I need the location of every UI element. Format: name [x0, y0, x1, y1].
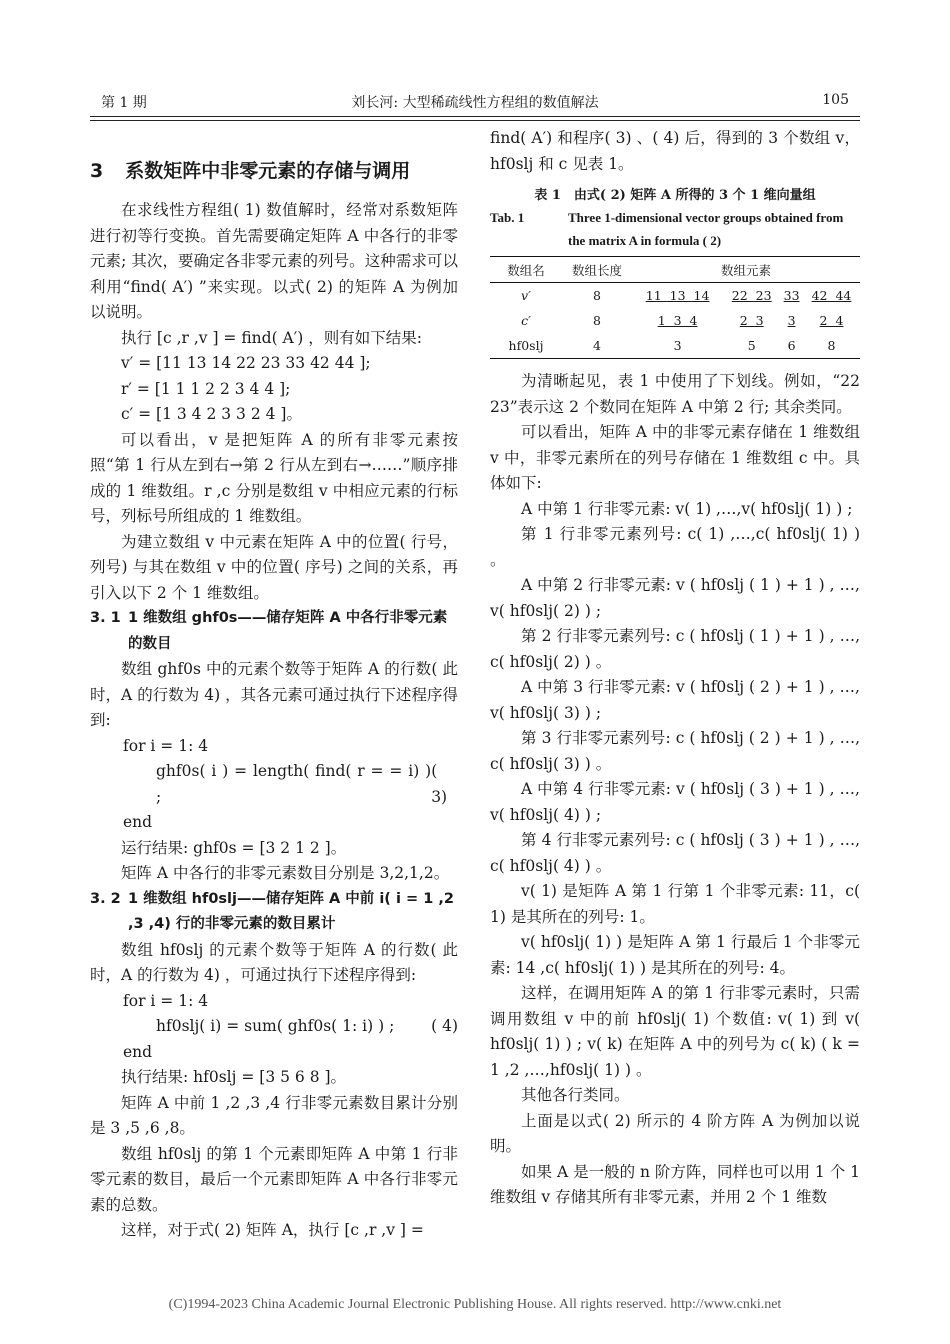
subsection-title: 1 维数组 ghf0s——储存矩阵 A 中各行非零元素的数目: [128, 610, 448, 652]
code-text: ghf0s( i ) = length( find( r = = i) ) ;: [156, 762, 432, 806]
table-row: [490, 283, 860, 309]
paragraph: 可以看出，矩阵 A 中的非零元素存储在 1 维数组 v 中，非零元素所在的列号存储在 1 维数组 c 中。具体如下:: [490, 423, 860, 492]
code-line: [90, 1014, 458, 1040]
table-header-row: [490, 257, 860, 283]
data-table: [490, 256, 860, 359]
table-title-en: Three 1-dimensional vector groups obtained from the matrix A in formula ( 2): [568, 210, 844, 248]
table-cell: 6: [787, 338, 796, 353]
paragraph: 执行 [c ,r ,v ] = find( A′) ，则有如下结果:: [121, 328, 422, 347]
list-line: 第 1 行非零元素列号: c( 1) ,…,c( hf0slj( 1) ) 。: [490, 525, 860, 569]
table-cell: hf0slj: [508, 338, 544, 353]
paragraph: 如果 A 是一般的 n 阶方阵，同样也可以用 1 个 1 维数组 v 存储其所有非零元素，并用 2 个 1 维数: [490, 1162, 860, 1206]
equation-number: ( 3): [431, 762, 448, 806]
paragraph: find( A′) 和程序( 3) 、( 4) 后，得到的 3 个数组 v，hf0slj 和 c 见表 1。: [490, 129, 860, 173]
table-cell: 8: [827, 338, 836, 353]
section-title: 系数矩阵中非零元素的存储与调用: [125, 160, 411, 182]
paragraph: v( 1) 是矩阵 A 第 1 行第 1 个非零元素: 11，c( 1) 是其所在的列号: 1。: [490, 882, 860, 926]
section-heading: [90, 158, 458, 184]
table-cell: 42 44: [811, 288, 852, 303]
paragraph: 可以看出，v 是把矩阵 A 的所有非零元素按照“第 1 行从左到右→第 2 行从左到右→……”顺序排成的 1 维数组。r ,c 分别是数组 v 中相应元素的行标号，列标号所组成的 1 维数组。: [90, 430, 458, 525]
table-cell: 2 4: [819, 313, 844, 328]
subsection-heading: [90, 606, 458, 657]
table-cell: 5: [747, 338, 756, 353]
table-cell: 2 3: [739, 313, 764, 328]
list-line: A 中第 2 行非零元素: v ( hf0slj ( 1 ) + 1 ) , …, v( hf0slj( 2) ) ;: [490, 576, 860, 620]
subsection-heading: [90, 887, 458, 938]
left-column: [90, 126, 458, 1244]
list-line: A 中第 3 行非零元素: v ( hf0slj ( 2 ) + 1 ) , …, v( hf0slj( 3) ) ;: [490, 678, 860, 722]
paragraph: 为清晰起见，表 1 中使用了下划线。例如，“22 23”表示这 2 个数同在矩阵 A 中第 2 行; 其余类同。: [490, 372, 860, 416]
right-column: [490, 126, 860, 1211]
header-rule-bottom: [90, 120, 860, 121]
paragraph: v( hf0slj( 1) ) 是矩阵 A 第 1 行最后 1 个非零元素: 14 ,c( hf0slj( 1) ) 是其所在的列号: 4。: [490, 933, 860, 977]
table-header-cell: 数组元素: [720, 262, 771, 278]
paragraph: 数组 hf0slj 的元素个数等于矩阵 A 的行数( 此时，A 的行数为 4) ，可通过执行下述程序得到:: [90, 940, 458, 984]
result-r-line: r′ = [1 1 1 2 2 3 4 4 ];: [121, 379, 291, 398]
code-line: [90, 759, 458, 810]
table-cell: 8: [593, 313, 601, 328]
running-head-issue: 第 1 期: [101, 95, 147, 111]
table-cell: 22 23: [731, 288, 772, 303]
paragraph: 在求线性方程组( 1) 数值解时，经常对系数矩阵进行初等行变换。首先需要确定矩阵 A 中各行的非零元素; 其次，要确定各非零元素的列号。这种需求可以利用“find( A′) ”来实现。以式( 2) 的矩阵 A 为例加以说明。: [90, 201, 458, 321]
paragraph: 运行结果: ghf0s = [3 2 1 2 ]。: [121, 838, 347, 857]
result-c-line: c′ = [1 3 4 2 3 3 2 4 ]。: [121, 405, 302, 423]
table-caption-en: [490, 206, 860, 252]
code-line: end: [123, 813, 153, 831]
section-number: 3: [90, 160, 104, 182]
paragraph: 其他各行类同。: [521, 1086, 630, 1104]
subsection-number: 3. 2: [90, 890, 121, 907]
subsection-number: 3. 1: [90, 610, 121, 626]
header-rule-top: [90, 116, 860, 117]
table-cell: 11 13 14: [645, 288, 710, 303]
paragraph: 这样，在调用矩阵 A 的第 1 行非零元素时，只需调用数组 v 中的前 hf0slj( 1) 个数值: v( 1) 到 v( hf0slj( 1) ) ; v( k) 在矩阵 A 中的列号为 c( k) ( k = 1 ,2 ,…,hf0slj( 1) ) 。: [490, 984, 860, 1079]
list-line: 第 2 行非零元素列号: c ( hf0slj ( 1 ) + 1 ) , …, c( hf0slj( 2) ) 。: [490, 627, 860, 671]
paragraph: 矩阵 A 中各行的非零元素数目分别是 3,2,1,2。: [121, 864, 450, 882]
table-row: [490, 333, 860, 359]
paragraph: 为建立数组 v 中元素在矩阵 A 中的位置( 行号，列号) 与其在数组 v 中的位置( 序号) 之间的关系，再引入以下 2 个 1 维数组。: [90, 532, 458, 602]
copyright-footer: (C)1994-2023 China Academic Journal Electronic Publishing House. All rights reserved. http://www.cnki.net: [168, 1297, 782, 1312]
page-number: 105: [822, 92, 849, 108]
paragraph: 数组 hf0slj 的第 1 个元素即矩阵 A 中第 1 行非零元素的数目，最后一个元素即矩阵 A 中各行非零元素的总数。: [90, 1144, 458, 1214]
running-head-title: 刘长河: 大型稀疏线性方程组的数值解法: [351, 95, 599, 111]
table-cell: 8: [593, 288, 601, 303]
table-row: [490, 308, 860, 333]
code-line: for i = 1: 4: [123, 736, 209, 755]
code-line: for i = 1: 4: [123, 991, 209, 1010]
table-header-cell: 数组长度: [571, 262, 622, 278]
paragraph: 执行结果: hf0slj = [3 5 6 8 ]。: [121, 1068, 347, 1086]
paragraph: 数组 ghf0s 中的元素个数等于矩阵 A 的行数( 此时，A 的行数为 4) ，其各元素可通过执行下述程序得到:: [90, 660, 458, 729]
result-v-line: v′ = [11 13 14 22 23 33 42 44 ];: [121, 354, 371, 372]
paragraph: 矩阵 A 中前 1 ,2 ,3 ,4 行非零元素数目累计分别是 3 ,5 ,6 ,8。: [90, 1093, 458, 1137]
code-line: end: [123, 1042, 153, 1061]
code-text: hf0slj( i) = sum( ghf0s( 1: i) ) ;: [156, 1017, 395, 1035]
table-label-en: Tab. 1: [490, 210, 525, 225]
list-line: A 中第 4 行非零元素: v ( hf0slj ( 3 ) + 1 ) , …, v( hf0slj( 4) ) ;: [490, 780, 860, 824]
table-cell: 33: [783, 288, 800, 303]
table-cell: 3: [673, 338, 682, 353]
table-cell: 4: [593, 338, 601, 353]
paragraph: 这样，对于式( 2) 矩阵 A，执行 [c ,r ,v ] =: [121, 1221, 424, 1239]
paragraph: 上面是以式( 2) 所示的 4 阶方阵 A 为例加以说明。: [490, 1111, 860, 1155]
table-cell: v′: [521, 288, 531, 303]
table-caption-cn: 表 1 由式( 2) 矩阵 A 所得的 3 个 1 维向量组: [534, 188, 816, 203]
table-cell: 3: [787, 313, 796, 328]
list-line: A 中第 1 行非零元素: v( 1) ,…,v( hf0slj( 1) ) ;: [521, 499, 853, 518]
equation-number: ( 4): [431, 1017, 458, 1035]
list-line: 第 4 行非零元素列号: c ( hf0slj ( 3 ) + 1 ) , …, c( hf0slj( 4) ) 。: [490, 831, 860, 875]
list-line: 第 3 行非零元素列号: c ( hf0slj ( 2 ) + 1 ) , …, c( hf0slj( 3) ) 。: [490, 729, 860, 773]
subsection-title: 1 维数组 hf0slj——储存矩阵 A 中前 i( i = 1 ,2 ,3 ,4) 行的非零元素的数目累计: [128, 890, 454, 932]
table-header-cell: 数组名: [507, 262, 545, 278]
table-cell: c′: [521, 313, 531, 328]
table-cell: 1 3 4: [657, 313, 698, 328]
